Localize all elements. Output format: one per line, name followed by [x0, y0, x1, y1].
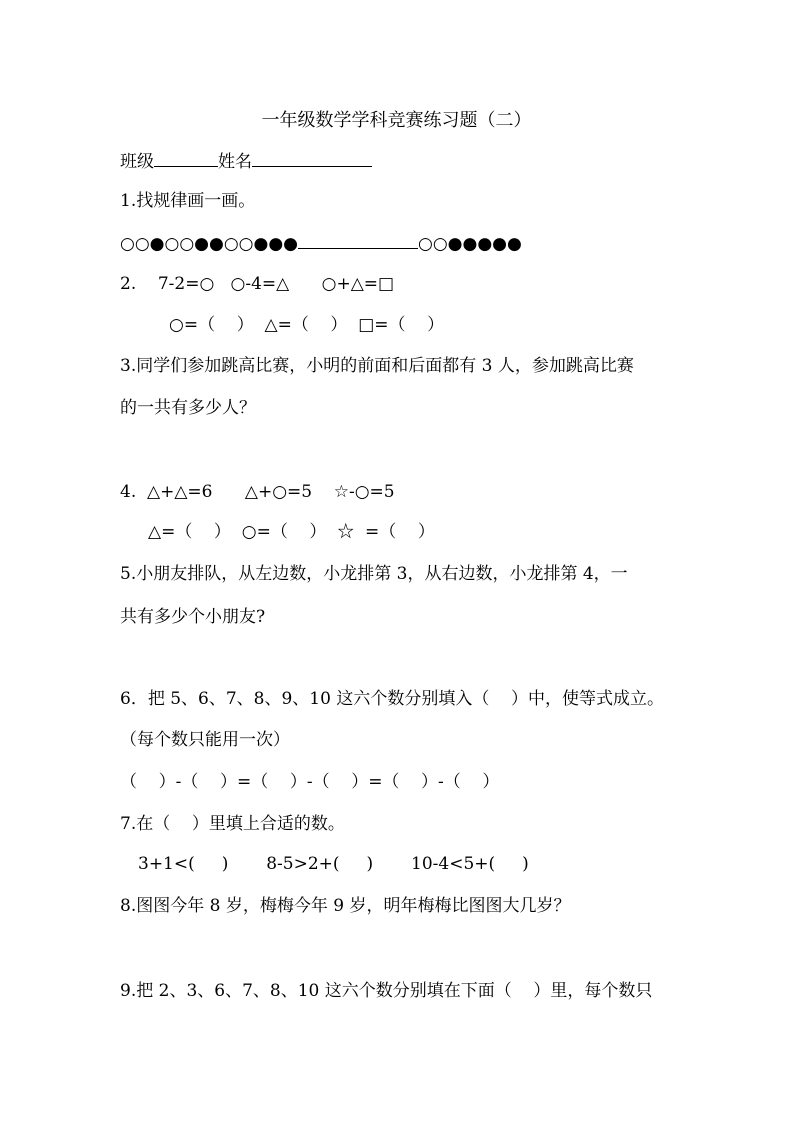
- page-title: 一年级数学学科竞赛练习题（二）: [261, 110, 532, 131]
- name-label: 姓名: [218, 152, 252, 172]
- q1-pattern-left: ○○●○○●●○○●●●: [120, 234, 299, 254]
- q5-line1: 5.小朋友排队，从左边数，小龙排第 3，从右边数，小龙排第 4，一: [120, 564, 628, 584]
- q5-line2: 共有多少个小朋友?: [120, 607, 266, 627]
- q1-text: 1.找规律画一画。: [120, 191, 256, 211]
- q6-line1: 6．把 5、6、7、8、9、10 这六个数分别填入（ ）中，使等式成立。: [120, 689, 664, 709]
- class-label: 班级: [120, 152, 154, 172]
- q3-line1: 3.同学们参加跳高比赛，小明的前面和后面都有 3 人，参加跳高比赛: [120, 356, 634, 376]
- q2-line1: 2. 7-2=○ ○-4=△ ○+△=□: [120, 274, 395, 294]
- q7-line2: 3+1<( ) 8-5>2+( ) 10-4<5+( ): [138, 854, 529, 874]
- q2-line2: ○=（ ） △=（ ） □=（ ）: [169, 315, 445, 335]
- q1-answer-blank[interactable]: [298, 231, 418, 249]
- q1-pattern-right: ○○●●●●●: [418, 234, 522, 254]
- class-blank[interactable]: [154, 149, 218, 167]
- q3-line2: 的一共有多少人？: [120, 398, 256, 418]
- q7-line1: 7.在（ ）里填上合适的数。: [120, 814, 345, 834]
- q6-line3: （ ）-（ ）=（ ）-（ ）=（ ）-（ ）: [120, 772, 500, 792]
- class-name-line: [120, 149, 372, 173]
- q4-line2: △=（ ） ○=（ ） ☆ =（ ）: [148, 522, 435, 542]
- name-blank[interactable]: [252, 149, 372, 167]
- q4-line1: 4. △+△=6 △+○=5 ☆-○=5: [120, 482, 395, 502]
- q1-pattern: [120, 231, 522, 255]
- q9-line1: 9.把 2、3、6、7、8、10 这六个数分别填在下面（ ）里，每个数只: [120, 981, 653, 1001]
- q8-line1: 8.图图今年 8 岁，梅梅今年 9 岁，明年梅梅比图图大几岁？: [120, 896, 571, 916]
- q6-line2: （每个数只能用一次）: [120, 730, 290, 750]
